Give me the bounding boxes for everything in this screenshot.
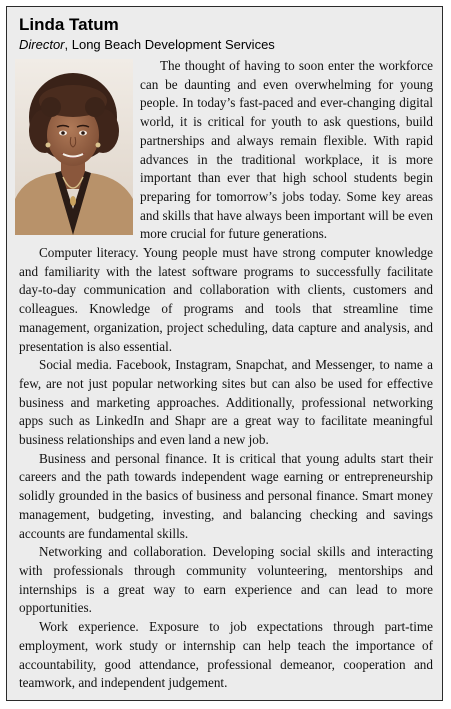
- paragraph-finance: Business and personal finance. It is critical that young adults start their careers and the path towards independent wage earning or entrepreneurship solidly grounded in the basics of business and personal finance. Smart money management, budgeting, investing, and balancing checking and savings accounts are fundamental skills.: [19, 450, 433, 541]
- person-organization: , Long Beach Development Services: [64, 37, 275, 52]
- paragraph-work-experience: Work experience. Exposure to job expectations through part-time employment, work study or internship can help teach the importance of accountability, good attendance, professional demeanor, cooperation and teamwork, and independent judgement.: [19, 619, 433, 691]
- person-title: [19, 37, 434, 53]
- paragraph-social-media: Social media. Facebook, Instagram, Snapchat, and Messenger, to name a few, are not just popular networking sites but can also be used for effective business and marketing approaches. Additionally, professional networking apps such as LinkedIn and Shapr are a great way to facilitate meaningful business relationships and even land a new job.: [19, 357, 433, 448]
- paragraph-computer-literacy: Computer literacy. Young people must have strong computer knowledge and familiarity with the latest software programs to successfully facilitate day-to-day communication and collaboration with clients, customers and colleagues. Knowledge of programs and tools that streamline time management, organization, project scheduling, data capture and analysis, and presentation is also essential.: [19, 245, 433, 354]
- profile-card: [6, 6, 443, 701]
- paragraph-intro: The thought of having to soon enter the workforce can be daunting and even overwhelming for young people. In today’s fast-paced and ever-changing digital world, it is critical for youth to ask questions, build partnerships and always remain flexible. With rapid advances in the traditional workplace, it is more important than ever that high school students begin preparing for tomorrow’s jobs today. Some key areas and skills that have always been important will be even more crucial for future generations.: [140, 58, 433, 242]
- person-name: Linda Tatum: [19, 15, 119, 34]
- paragraph-networking: Networking and collaboration. Developing social skills and interacting with professionals through community volunteering, mentorships and internships is a great way to earn experience and can lead to more opportunities.: [19, 544, 433, 616]
- card-header: [19, 15, 434, 53]
- person-role: Director: [19, 37, 65, 52]
- article-body: [19, 57, 433, 693]
- photo-spacer: [19, 59, 140, 244]
